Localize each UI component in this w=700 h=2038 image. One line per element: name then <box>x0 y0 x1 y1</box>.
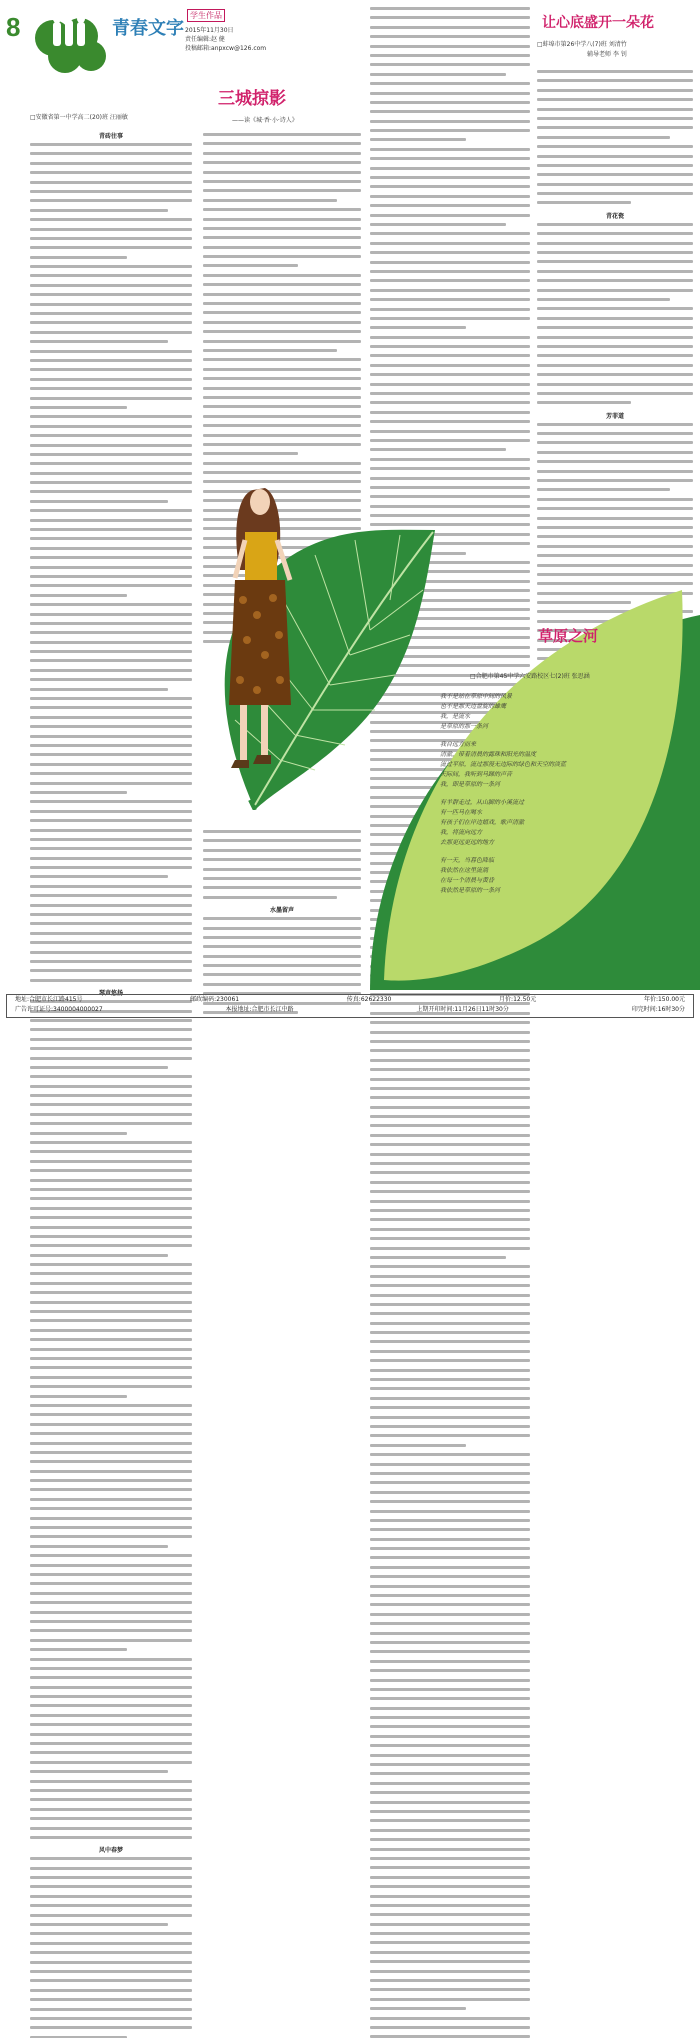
poem-line: 我依然是草原的一条河 <box>440 887 501 894</box>
middle-article-body-col2 <box>370 7 530 2038</box>
footer <box>6 994 694 1018</box>
poem-line: 我，是流水 <box>440 713 471 720</box>
poem-line: 是草原的那一条河 <box>440 723 489 730</box>
poem-title: 草原之河 <box>538 627 599 645</box>
poem-line: 去那更远更远的地方 <box>440 839 495 846</box>
poem-line: 我自远方而来 <box>440 741 477 748</box>
right-article-title: 让心底盛开一朵花 <box>542 15 654 31</box>
footer-yearly-price: 年价:150.00元 <box>643 996 685 1003</box>
column-brand: 青春文字 <box>112 18 184 39</box>
footer-office: 本报地址:合肥市长江中路 <box>225 1006 294 1013</box>
page-number: 8 <box>6 12 21 42</box>
poem-line: 有一天，当暮色降临 <box>440 857 495 864</box>
masthead-info <box>185 26 266 53</box>
right-article-author: □蚌埠市第26中学八(7)班 刘清竹 <box>537 41 627 48</box>
poem-line: 我，即是草原的一条河 <box>440 781 501 788</box>
footer-row-2 <box>7 1005 693 1015</box>
poem-byline: □合肥市第45中学六安路校区七(2)班 张思涵 <box>470 673 590 680</box>
middle-article-title: 三城掠影 <box>218 89 286 109</box>
poem-line <box>440 790 680 798</box>
email-line: 投稿邮箱:anpxcw@126.com <box>185 45 267 52</box>
right-article-advisor: 辅导老师 李 钊 <box>587 51 627 58</box>
footer-address: 地址:合肥市长江路415号 <box>15 996 83 1003</box>
poem-line <box>440 732 680 740</box>
right-section-head-2: 芳菲道 <box>605 412 624 420</box>
poem-line: 我，将流向远方 <box>440 829 483 836</box>
clover-logo <box>25 8 115 78</box>
poem-line: 在每一个清晨与黄昏 <box>440 877 495 884</box>
footer-monthly-price: 月价:12.50元 <box>499 996 537 1003</box>
middle-section-head: 水墨留声 <box>269 907 294 915</box>
left-article-body <box>30 128 192 2038</box>
poem-line: 我不是站在草原中间的风景 <box>440 693 513 700</box>
middle-article-body-bottom <box>203 830 361 1020</box>
footer-postcode: 邮政编码:230061 <box>190 996 240 1003</box>
poem-body <box>440 692 680 896</box>
poem-line: 我依然在这里流淌 <box>440 867 489 874</box>
brand-tag: 学生作品 <box>187 9 225 22</box>
footer-fax: 传真:62622330 <box>346 996 392 1003</box>
footer-ad-license: 广告许可证号:3400004000027 <box>15 1006 103 1013</box>
right-article-byline <box>537 40 697 60</box>
left-section-head-1: 青砖往事 <box>98 133 123 140</box>
left-section-head-3: 风中春梦 <box>98 1847 123 1855</box>
poem-line: 有羊群走过，从山脚的小溪流过 <box>440 799 525 806</box>
right-section-head-1: 青花瓷 <box>605 212 624 220</box>
date-line: 2015年11月30日 <box>185 27 234 34</box>
footer-print-start: 上期开印时间:11月26日11时30分 <box>416 1006 509 1013</box>
editor-line: 责任编辑:赵 健 <box>185 36 225 43</box>
poem-line: 有孩子们在岸边嬉戏，歌声清澈 <box>440 819 525 826</box>
poem-line: 流过平原，流过那漫无边际的绿色和天空的淡蓝 <box>440 761 567 768</box>
poem-line: 清澈，带着清晨的露珠和阳光的温度 <box>440 751 537 758</box>
poem-line: 天际间，我听到马蹄的声音 <box>440 771 513 778</box>
poem-line: 有一匹马在喝水 <box>440 809 483 816</box>
footer-print-end: 印完时间:16时30分 <box>631 1006 685 1013</box>
poem-line: 也不是那天边盘旋的雄鹰 <box>440 703 507 710</box>
students-figure-icon <box>53 13 85 46</box>
middle-article-subtitle: ——读《城·香·小·诗人》 <box>232 117 298 124</box>
footer-row-1 <box>7 995 693 1005</box>
poem-line <box>440 848 680 856</box>
left-article-byline: □安徽省第一中学高二(20)班 汪丽敏 <box>30 114 128 121</box>
left-section-head-2: 琴声悠扬 <box>98 990 123 998</box>
